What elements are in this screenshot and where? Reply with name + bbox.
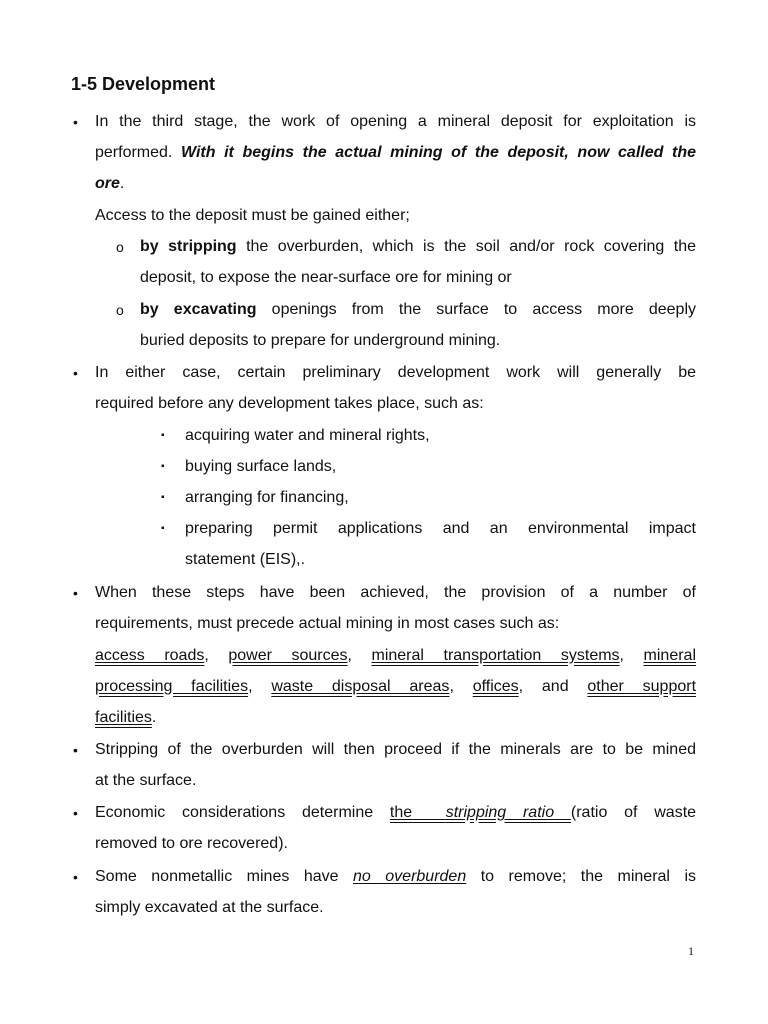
- no-overburden-term: no overburden: [353, 868, 467, 885]
- page-number: 1: [688, 944, 694, 958]
- list-item: acquiring water and mineral rights,: [185, 427, 430, 444]
- list-item-continued: statement (EIS),.: [185, 551, 306, 568]
- p6-line2: simply excavated at the surface.: [95, 899, 324, 916]
- sub2-line1: [140, 300, 696, 320]
- list-item: preparing permit applications and an environmental impact: [185, 520, 696, 537]
- p3-line4: processing facilities, waste disposal areas, offices, and other support: [95, 678, 697, 695]
- bullet-square: ▪: [161, 492, 165, 503]
- and-word: and: [541, 678, 569, 695]
- bullet-dot: •: [73, 869, 78, 885]
- p1-line2: [95, 143, 696, 163]
- requirement-offices: offices: [472, 678, 519, 695]
- bullet-circle: o: [116, 302, 124, 318]
- p3-line3: access roads, power sources, mineral transportation systems, mineral: [95, 647, 697, 664]
- bullet-dot: •: [73, 365, 78, 381]
- p1-emphasis: With it begins the actual mining of the deposit, now called the: [180, 144, 696, 161]
- p2-line1: In either case, certain preliminary development work will generally be: [95, 364, 696, 381]
- sub1-bold: by stripping: [140, 238, 237, 255]
- p1-line2-text: performed.: [95, 144, 181, 161]
- bullet-dot: •: [73, 805, 78, 821]
- bullet-square: ▪: [161, 461, 165, 472]
- p4-line1: Stripping of the overburden will then proceed if the minerals are to be mined: [95, 741, 696, 758]
- p3-line2: requirements, must precede actual mining in most cases such as:: [95, 615, 560, 632]
- requirement-power-sources: power sources: [228, 647, 348, 664]
- bullet-circle: o: [116, 239, 124, 255]
- p1-period: .: [119, 175, 125, 192]
- access-line: Access to the deposit must be gained either;: [95, 207, 410, 224]
- bullet-dot: •: [73, 114, 78, 130]
- stripping-ratio-term: the stripping ratio: [389, 804, 555, 821]
- requirement-waste-disposal: waste disposal areas: [271, 678, 450, 695]
- requirement-mineral-transportation: mineral transportation systems: [371, 647, 620, 664]
- p3-line1: When these steps have been achieved, the provision of a number of: [95, 584, 696, 601]
- requirement-access-roads: access roads: [95, 647, 205, 664]
- bullet-dot: •: [73, 585, 78, 601]
- requirement-facilities: facilities: [95, 709, 152, 726]
- p2-line2: required before any development takes place, such as:: [95, 395, 484, 412]
- requirement-mineral: mineral: [643, 647, 697, 664]
- sub1-line2: deposit, to expose the near-surface ore for mining or: [140, 269, 512, 286]
- bullet-dot: •: [73, 742, 78, 758]
- p1-line3: [95, 174, 124, 194]
- requirement-other-support: other support: [587, 678, 697, 695]
- list-item: arranging for financing,: [185, 489, 349, 506]
- p6-line1: Some nonmetallic mines have no overburden to remove; the mineral is: [95, 868, 697, 885]
- p1-emphasis-ore: ore: [95, 175, 120, 192]
- p5-line2: removed to ore recovered).: [95, 835, 288, 852]
- sub2-rest: openings from the surface to access more deeply: [256, 301, 697, 318]
- p4-line2: at the surface.: [95, 772, 197, 789]
- p5-line1: Economic considerations determine the stripping ratio (ratio of waste: [95, 804, 697, 821]
- section-heading: 1-5 Development: [71, 74, 216, 94]
- p1-line1: In the third stage, the work of opening a mineral deposit for exploitation is: [95, 113, 696, 130]
- requirement-processing-facilities: processing facilities: [95, 678, 249, 695]
- list-item: buying surface lands,: [185, 458, 337, 475]
- p3-line5: facilities.: [95, 709, 157, 726]
- bullet-square: ▪: [161, 430, 165, 441]
- sub1-line1: [140, 237, 696, 257]
- sub2-bold: by excavating: [140, 301, 257, 318]
- bullet-square: ▪: [161, 523, 165, 534]
- sub2-line2: buried deposits to prepare for underground mining.: [140, 332, 501, 349]
- sub1-rest: the overburden, which is the soil and/or rock covering the: [236, 238, 697, 255]
